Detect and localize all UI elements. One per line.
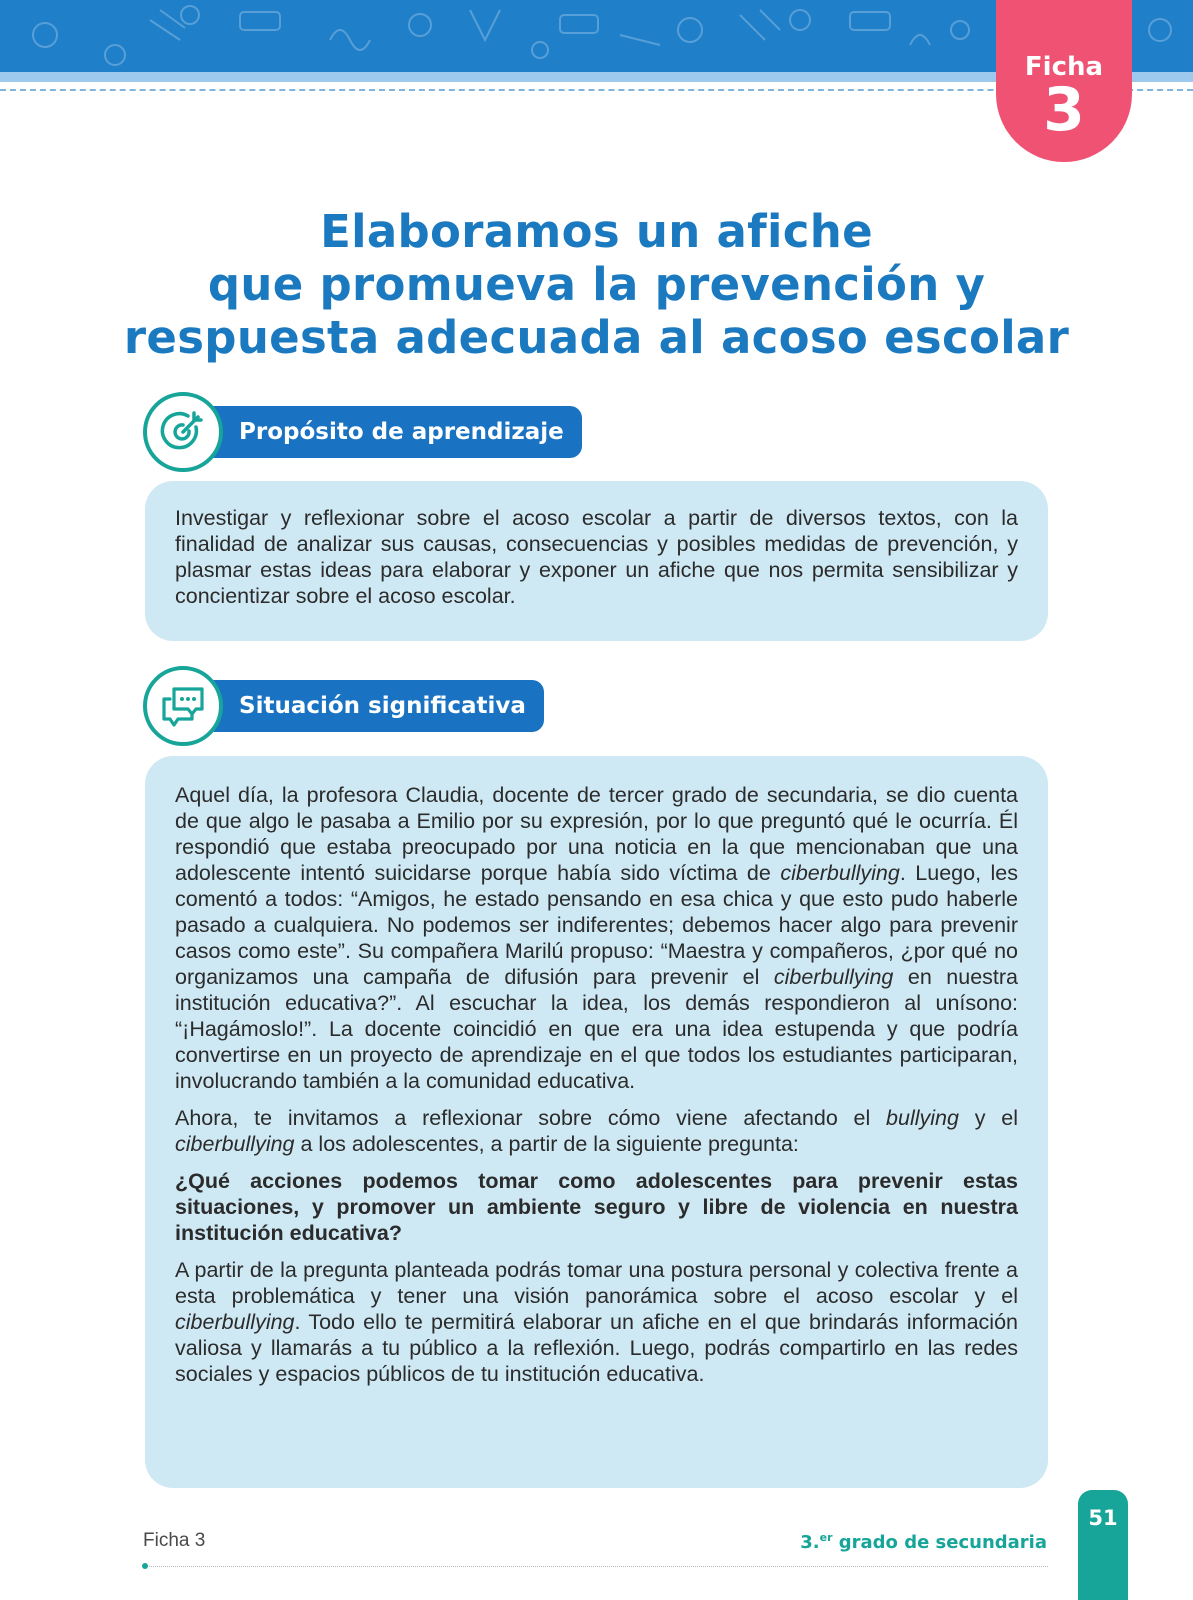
p4-text-b: . Todo ello te permitirá elaborar un afiche en el que brindarás información valiosa y llamarás a tu público a la reflexión. Luego, podrás compartirlo en las redes sociales y espacios públicos de tu institución educativa. [175,1310,1018,1386]
p2-italic-2: ciberbullying [175,1132,295,1156]
footer-dot [142,1563,148,1569]
situacion-paragraph-2 [175,1105,1018,1157]
p2-text-b: y el [958,1106,1018,1130]
page-title [100,205,1093,364]
section-header-proposito [143,392,573,474]
page-number: 51 [1078,1490,1128,1600]
footer-ficha-label: Ficha 3 [143,1530,206,1551]
p2-italic-1: bullying [886,1106,959,1130]
chat-bubbles-icon [143,666,223,746]
footer-grade [800,1531,1047,1553]
grade-number: 3. [800,1532,820,1553]
title-line-2: que promueva la prevención y [207,258,986,311]
question-text: ¿Qué acciones podemos tomar como adolescentes para prevenir estas situaciones, y promover un ambiente seguro y libre de violencia en nuestra institución educativa? [175,1169,1018,1245]
proposito-text: Investigar y reflexionar sobre el acoso escolar a partir de diversos textos, con la finalidad de analizar sus causas, consecuencias y posibles medidas de prevención, y plasmar estas ideas para elaborar y exponer un afiche que nos permita sensibilizar y concientizar sobre el acoso escolar. [175,506,1018,608]
p2-text-c: a los adolescentes, a partir de la siguiente pregunta: [294,1132,799,1156]
ficha-tab [996,0,1132,162]
grade-text: grado de secundaria [832,1532,1047,1553]
target-arrow-icon [143,392,223,472]
p1-italic-2: ciberbullying [773,965,894,989]
section-header-situacion [143,666,543,748]
footer-divider [143,1566,1048,1567]
situacion-paragraph-1 [175,782,1018,1094]
title-line-1: Elaboramos un afiche [320,205,873,258]
grade-superscript: er [819,1531,833,1544]
situacion-question [175,1168,1018,1246]
title-line-3: respuesta adecuada al acoso escolar [123,311,1070,364]
ficha-label: Ficha [1024,52,1104,82]
p1-italic-1: ciberbullying [780,861,900,885]
proposito-box [145,481,1048,641]
ficha-number: 3 [1043,75,1085,145]
proposito-heading: Propósito de aprendizaje [183,406,582,458]
p2-text-a: Ahora, te invitamos a reflexionar sobre cómo viene afectando el [175,1106,887,1130]
situacion-paragraph-4 [175,1257,1018,1387]
situacion-heading: Situación significativa [183,680,544,732]
p1-text-b: . Luego, les comentó a todos: “Amigos, he estado pensando en esa chica y que esto pudo haberle pasado a cualquiera. No podemos ser indiferentes; debemos hacer algo para prevenir casos como este”. Su compañera Marilú propuso: “Maestra y compañeros, ¿por qué no organizamos una campaña de difusión para prevenir el [175,861,1018,989]
situacion-box [145,756,1048,1488]
p4-text-a: A partir de la pregunta planteada podrás tomar una postura personal y colectiva frente a esta problemática y tener una visión panorámica sobre el acoso escolar y el [175,1258,1018,1308]
p1-text-c: en nuestra institución educativa?”. Al escuchar la idea, los demás respondieron al unísono: “¡Hagámoslo!”. La docente coincidió en que era una idea estupenda y que podría convertirse en un proyecto de aprendizaje en el que todos los estudiantes participaran, involucrando también a la comunidad educativa. [175,965,1018,1093]
p1-text-a: Aquel día, la profesora Claudia, docente de tercer grado de secundaria, se dio cuenta de que algo le pasaba a Emilio por su expresión, por lo que preguntó qué le ocurría. Él respondió que estaba preocupado por una noticia en la que mencionaban que una adolescente intentó suicidarse porque había sido víctima de [175,783,1018,885]
p4-italic: ciberbullying [175,1310,295,1334]
